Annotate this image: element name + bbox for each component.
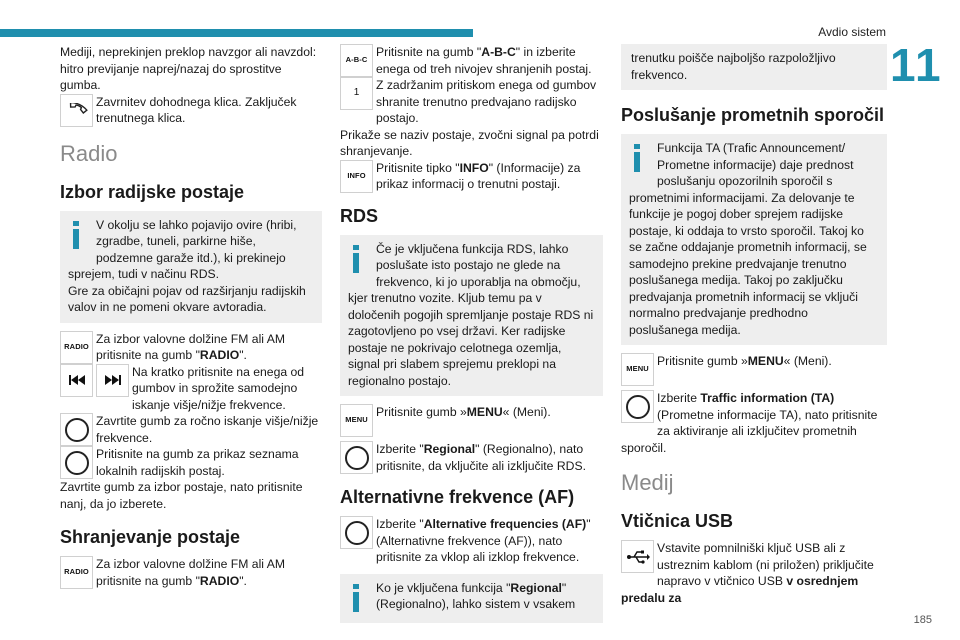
info-button-text: Pritisnite tipko "INFO" (Informacije) za prikaz informacij o trenutni postaji. (376, 160, 581, 191)
seek-text: Na kratko pritisnite na enega od gumbov in sprožite samodejno iskanje višje/nižje frekvence. (132, 364, 305, 412)
af-info-continued-box (621, 44, 887, 90)
column-1 (60, 44, 322, 589)
info-icon (348, 580, 370, 616)
menu-button-icon: MENU (340, 404, 373, 437)
radio-select-text: Za izbor valovne dolžine FM ali AM pritisnite na gumb "RADIO". (96, 331, 285, 362)
ta-select-text: Izberite Traffic information (TA) (Prometne informacije TA), nato pritisnite za aktiviranje ali izključitev prometnih sporočil. (621, 391, 878, 455)
rotary-knob-icon (340, 441, 373, 474)
rds-heading: RDS (340, 205, 379, 226)
preset-store-text: Z zadržanim pritiskom enega od gumbov shranite trenutno predvajano radijsko postajo. (376, 78, 597, 125)
column-2 (340, 44, 603, 623)
af-info-text: Ko je vključena funkcija "Regional" (Regionalno), lahko sistem v vsakem (376, 580, 576, 611)
store-station-heading: Shranjevanje postaje (60, 527, 241, 547)
rds-info-box (340, 235, 603, 397)
station-select-text: Zavrtite gumb za izbor postaje, nato pritisnite nanj, da jo izberete. (60, 480, 303, 511)
rds-info-text: Če je vključena funkcija RDS, lahko poslušate isto postajo ne glede na frekvenco, ki jo uporablja na območju, kjer trenutno vozite. Kljub temu pa v določenih pogojih spremljanje postaje RDS ni zagotovljeno po vsej državi. Ker radijske postaje ne pokrivajo celotnega ozemlja, signal pri slabem sprejemu preklopi na regionalno postajo. (348, 241, 594, 388)
ta-select-row (621, 390, 887, 456)
abc-row (340, 44, 603, 77)
radio-heading: Radio (60, 140, 118, 166)
media-heading: Medij (621, 470, 674, 495)
usb-heading: Vtičnica USB (621, 511, 734, 531)
abc-button-icon: A-B-C (340, 44, 373, 77)
radio-button-row (60, 331, 322, 364)
abc-text: Pritisnite na gumb "A-B-C" in izberite enega od treh nivojev shranjenih postaj. (376, 45, 592, 76)
info-button-icon: INFO (340, 160, 373, 193)
reception-info-text: V okolju se lahko pojavijo ovire (hribi, zgradbe, tuneli, parkirne hiše, podzemne garaže itd.), ki prekinejo sprejem, tudi v načinu RDS. Gre za običajni pojav od razširjanju radijskih valov in ne pomeni okvare avtoradia. (68, 217, 306, 314)
af-text: Izberite "Alternative frequencies (AF)" (Alternativne frekvence (AF)), nato pritisnite za vklop ali izklop frekvence. (376, 517, 591, 564)
ta-menu-row (621, 353, 887, 386)
column-3 (621, 44, 887, 606)
rotary-knob-icon (60, 413, 93, 446)
page-header-title: Avdio sistem (818, 25, 886, 39)
rotary-knob-icon (60, 446, 93, 479)
menu-button-icon: MENU (621, 353, 654, 386)
af-heading: Alternativne frekvence (AF) (340, 487, 575, 507)
info-icon (629, 140, 651, 176)
ta-info-box (621, 134, 887, 345)
ta-menu-text: Pritisnite gumb »MENU« (Meni). (657, 354, 832, 368)
info-icon (348, 241, 370, 277)
regional-text: Izberite "Regional" (Regionalno), nato pritisnite, da vključite ali izključite RDS. (376, 442, 586, 473)
usb-icon (621, 540, 654, 573)
knob-manual-row (60, 413, 322, 446)
menu-row (340, 404, 603, 437)
phone-hangup-icon (60, 94, 93, 127)
store-radio-row (60, 556, 322, 589)
chapter-number: 11 (890, 39, 943, 91)
rotary-knob-icon (340, 516, 373, 549)
station-list-text: Pritisnite na gumb za prikaz seznama lokalnih radijskih postaj. (96, 447, 299, 478)
menu-text: Pritisnite gumb »MENU« (Meni). (376, 405, 551, 419)
af-row (340, 516, 603, 566)
rotary-knob-icon (621, 390, 654, 423)
next-track-icon (96, 364, 129, 397)
af-info-continued-text: trenutku poišče najboljšo razpoložljivo frekvenco. (631, 51, 836, 82)
header-accent-bar (0, 29, 473, 37)
info-button-row (340, 160, 603, 193)
preset-confirm-text: Prikaže se naziv postaje, zvočni signal pa potrdi shranjevanje. (340, 127, 599, 158)
usb-row (621, 540, 887, 606)
preset-row (340, 77, 603, 127)
hangup-row (60, 94, 322, 127)
select-station-heading: Izbor radijske postaje (60, 181, 245, 202)
preset-1-button-icon: 1 (340, 77, 373, 110)
radio-button-icon: RADIO (60, 556, 93, 589)
info-icon (68, 217, 90, 253)
reception-info-box (60, 211, 322, 323)
regional-row (340, 441, 603, 474)
traffic-heading: Poslušanje prometnih sporočil (621, 105, 885, 125)
page-number: 185 (913, 614, 932, 626)
seek-row (60, 364, 322, 414)
hangup-text: Zavrnitev dohodnega klica. Zaključek trenutnega klica. (96, 94, 297, 125)
af-info-box (340, 574, 603, 623)
previous-track-icon (60, 364, 93, 397)
media-seek-text: Mediji, neprekinjen preklop navzgor ali navzdol: hitro previjanje naprej/nazaj do sprostitve gumba. (60, 45, 317, 92)
radio-button-icon: RADIO (60, 331, 93, 364)
store-radio-text: Za izbor valovne dolžine FM ali AM pritisnite na gumb "RADIO". (96, 557, 285, 588)
usb-text: Vstavite pomnilniški ključ USB ali z ustreznim kablom (ni priložen) priključite napravo v vtičnico USB v osrednjem predalu za (621, 541, 874, 605)
ta-info-text: Funkcija TA (Trafic Announcement/ Prometne informacije) daje prednost poslušanju opozorilnih sporočil s prometnimi informacijami. Za delovanje te funkcije je pogoj dober sprejem radijske postaje, ki oddaja to vrsto sporočil. Takoj ko se začne oddajanje prometnih informacij, se samodejno prekine predvajanje trenutno poslušanega medija. Takoj po zaključku predvajanja prometnih informacij se vključi normalno predvajanje predhodno poslušanega medija. (629, 141, 867, 337)
manual-search-text: Zavrtite gumb za ročno iskanje višje/nižje frekvence. (96, 414, 319, 445)
knob-list-row (60, 446, 322, 479)
